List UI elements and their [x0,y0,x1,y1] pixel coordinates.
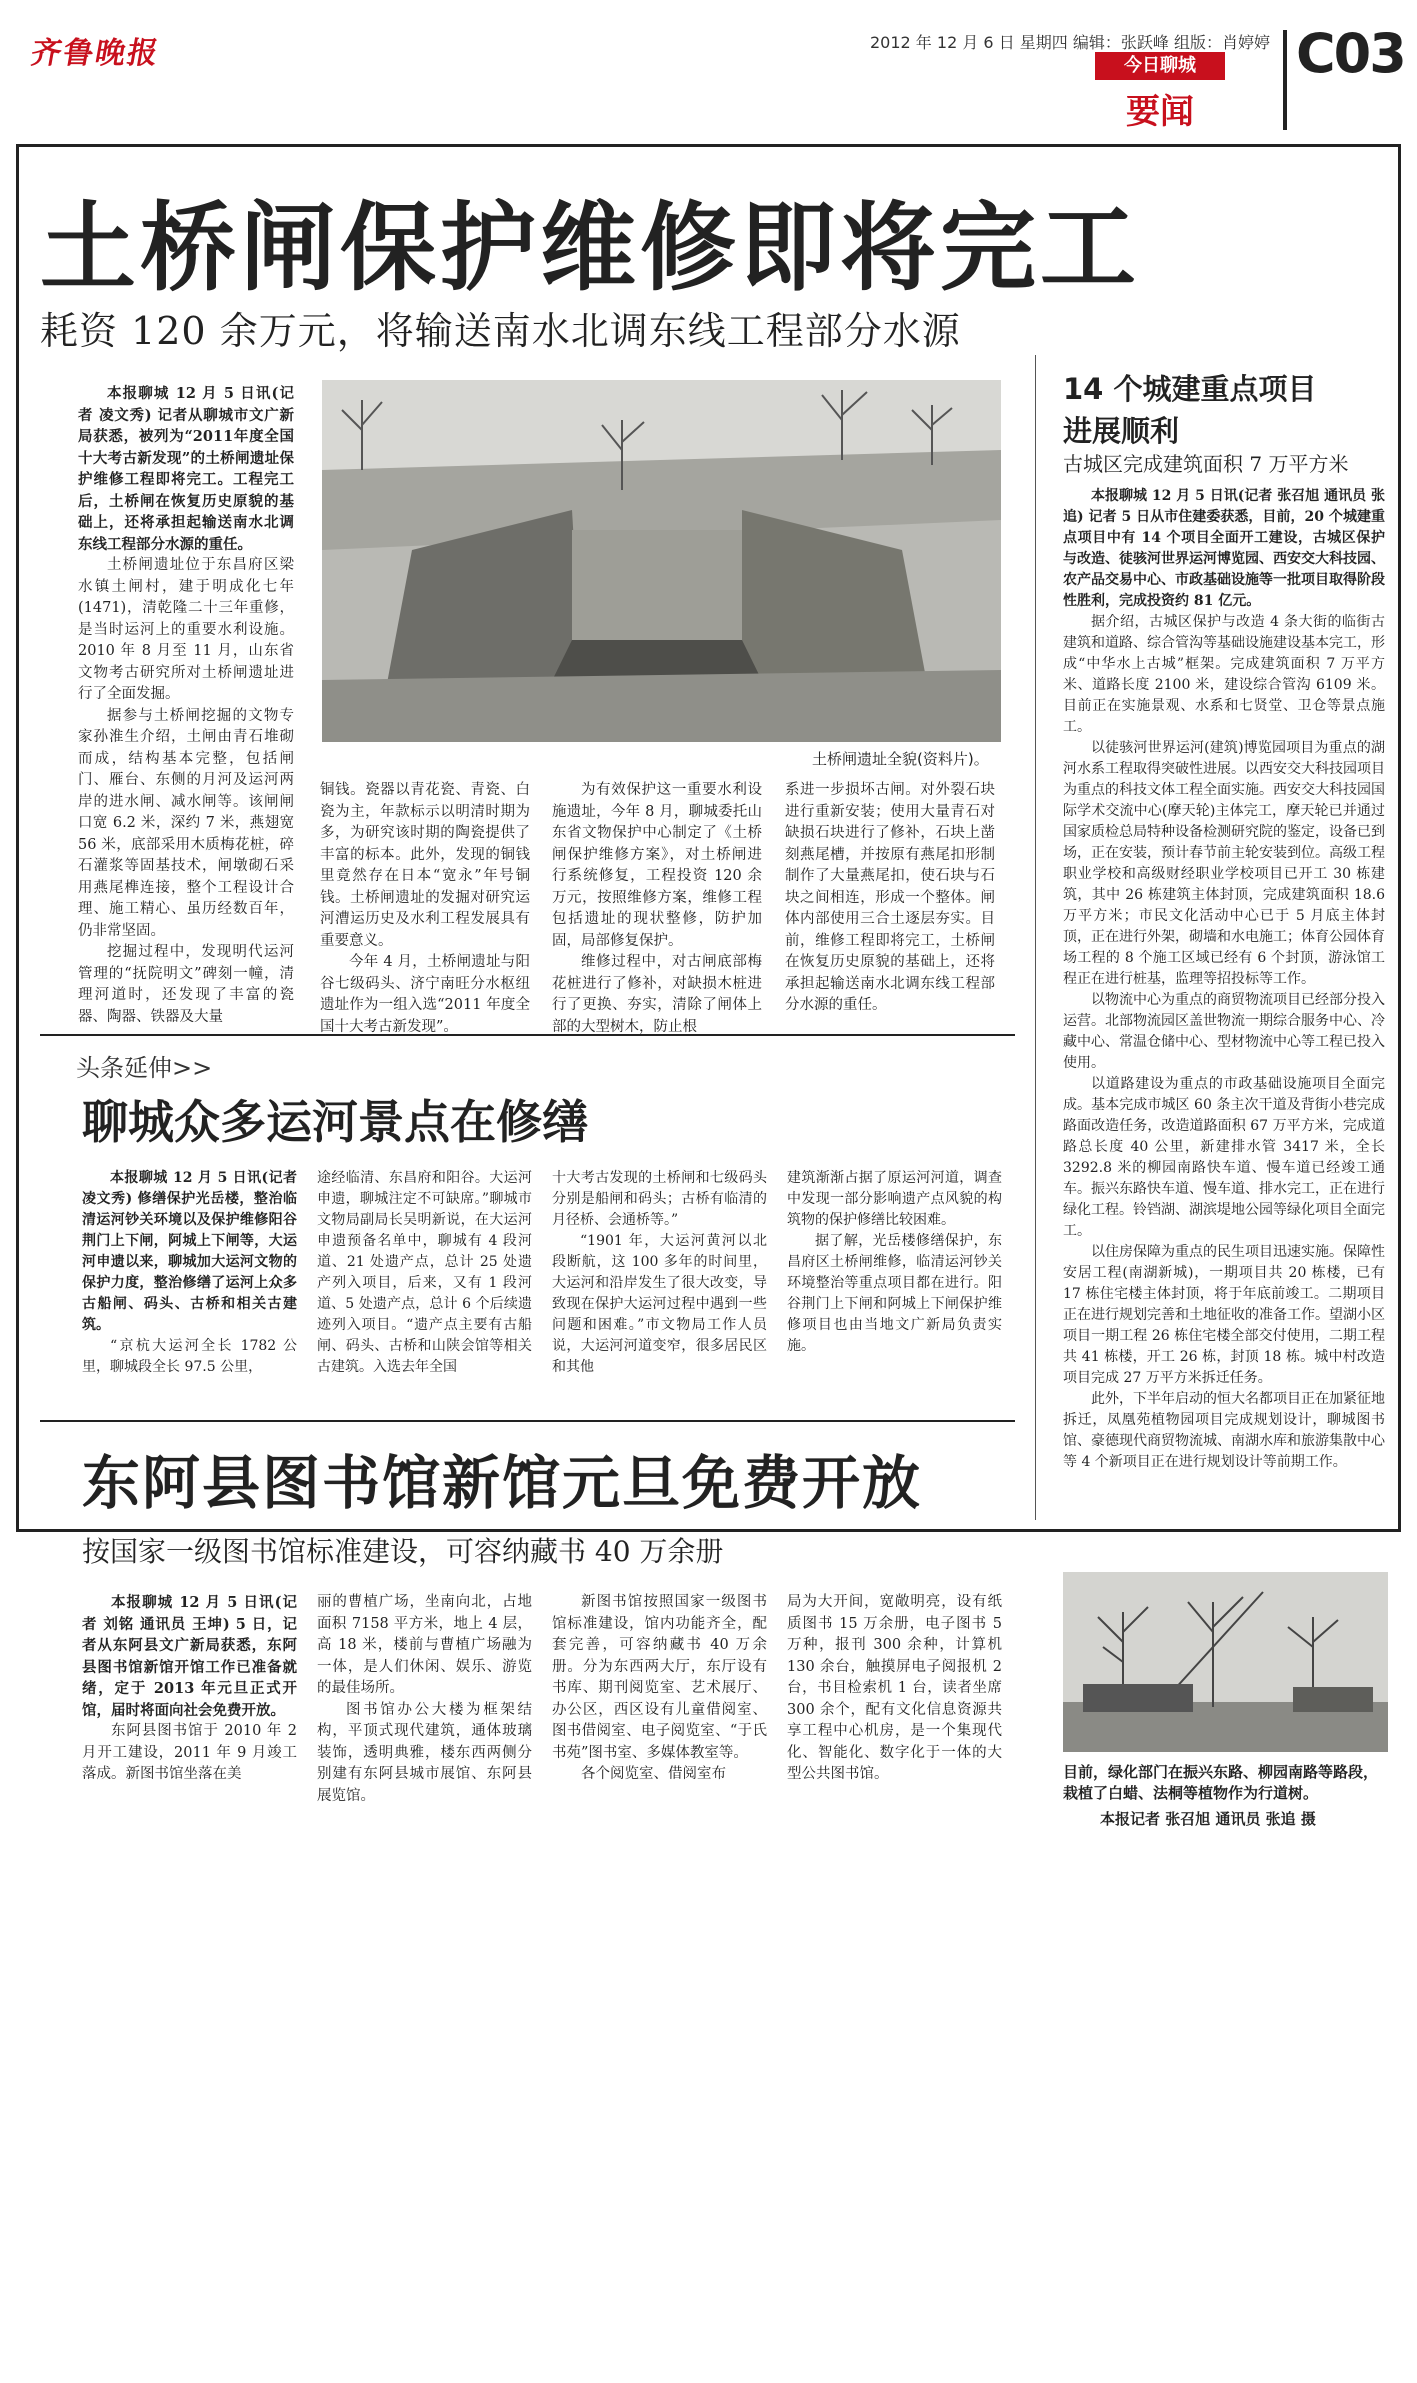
paragraph: 以物流中心为重点的商贸物流项目已经部分投入运营。北部物流园区盖世物流一期综合服务中心、冷藏中心、常温仓储中心、型材物流中心等工程已投入使用。 [1063,992,1385,1071]
canal-headline: 聊城众多运河景点在修缮 [82,1095,588,1149]
sidebar-column [1063,486,1385,1473]
lead-column-4 [785,780,995,1017]
paragraph: 以徒骇河世界运河(建筑)博览园项目为重点的湖河水系工程取得突破性进展。以西安交大科技园项目为重点的科技文体工程全面实施。西安交大科技园国际学术交流中心(摩天轮)主体完工，摩天轮已并通过国家质检总局特种设备检测研究院的鉴定，设备已到场，正在安装，预计春节前主轮安装到位。高级工程职业学校和高级财经职业学校项目已开工 30 栋建筑，其中 26 栋建筑主体封顶，完成建筑面积 18.6 万平方米；市民文化活动中心已于 5 月底主体封顶，正在进行外架，砌墙和水电施工；体育公园体育场工程的 8 个施工区域已经有 6 个封顶，游泳馆工程正在进行桩基，监理等招投标等工作。 [1063,740,1385,987]
paragraph: 局为大开间，宽敞明亮，设有纸质图书 15 万余册，电子图书 5 万种，报刊 300 余种，计算机 130 余台，触摸屏电子阅报机 2 台，书目检索机 1 台，读者坐席 300 余个，配有文化信息资源共享工程中心机房，是一个集现代化、智能化、数字化于一体的大型公共图书馆。 [787,1594,1002,1782]
lead-photo [322,380,1001,742]
lead-headline: 土桥闸保护维修即将完工 [40,192,1140,304]
canal-column-4 [787,1168,1002,1357]
paragraph: 本报聊城 12 月 5 日讯(记者 凌文秀) 修缮保护光岳楼，整治临清运河钞关环境以及保护维修阳谷荆门上下闸，阿城上下闸等，大运河申遗以来，聊城加大运河文物的保护力度，整治修缮了运河上众多古船闸、码头、古桥和相关古建筑。 [82,1170,297,1333]
section-sublabel: 要闻 [1126,92,1194,132]
paragraph: 本报聊城 12 月 5 日讯(记者 刘铭 通讯员 王坤) 5 日，记者从东阿县文广新局获悉，东阿县图书馆新馆开馆工作已准备就绪，定于 2013 年元旦正式开馆，届时将面向社会免费开放。 [82,1594,297,1719]
tree-planting-illustration [1063,1572,1388,1752]
sidebar-headline-line: 14 个城建重点项目 [1063,372,1317,406]
paragraph: 据介绍，古城区保护与改造 4 条大街的临街古建筑和道路、综合管沟等基础设施建设基本完工，形成“中华水上古城”框架。完成建筑面积 7 万平方米、道路长度 2100 米，建设综合管沟 6109 米。目前正在实施景观、水系和七贤堂、卫仓等景点施工。 [1063,614,1385,735]
paragraph: 途经临清、东昌府和阳谷。大运河申遗，聊城注定不可缺席。”聊城市文物局副局长吴明新说，在大运河申遗预备名单中，聊城有 4 段河道、21 处遗产点，总计 25 处遗产列入项目，后来，又有 1 段河道、5 处遗产点，总计 6 个后续遗迹列入项目。“遗产点主要有古船闸、码头、古桥和山陕会馆等相关古建筑。入选去年全国 [317,1170,532,1375]
section-rule [40,1420,1015,1422]
dateline: 2012 年 12 月 6 日 星期四 编辑：张跃峰 组版：肖婷婷 [870,33,1270,52]
section-rule [40,1034,1015,1036]
library-column-2 [317,1592,532,1807]
lead-column-3 [552,780,762,1038]
paragraph: 据参与土桥闸挖掘的文物专家孙淮生介绍，土闸由青石堆砌而成，结构基本完整，包括闸门、雁台、东侧的月河及运河两岸的进水闸、减水闸等。该闸闸口宽 6.2 米，深约 7 米，燕翅宽 56 米，底部采用木质梅花桩，碎石灌浆等固基技术，闸墩砌石采用燕尾榫连接，整个工程设计合理、施工精心、虽历经数百年，仍非常坚固。 [78,707,294,939]
library-headline: 东阿县图书馆新馆元旦免费开放 [82,1449,923,1517]
paragraph: 以住房保障为重点的民生项目迅速实施。保障性安居工程(南湖新城)，一期项目共 20 栋楼，已有 17 栋住宅楼主体封顶，将于年底前竣工。二期项目正在进行规划完善和土地征收的准备工作。望湖小区项目一期工程 26 栋住宅楼全部交付使用，二期工程共 41 栋楼，开工 26 栋，封顶 18 栋。城中村改造项目完成 27 万平方米拆迁任务。 [1063,1244,1385,1386]
paragraph: 以道路建设为重点的市政基础设施项目全面完成。基本完成市城区 60 条主次干道及背街小巷完成路面改造任务，改造道路面积 67 万平方米，完成道路总长度 40 公里，新建排水管 3417 米，全长 3292.8 米的柳园南路快车道、慢车道已经竣工通车。振兴东路快车道、慢车道、排水完工，正在进行绿化工程。铃铛湖、湖滨堤地公园等绿化项目全面完工。 [1063,1076,1385,1239]
paragraph: 新图书馆按照国家一级图书馆标准建设，馆内功能齐全，配套完善，可容纳藏书 40 万余册。分为东西两大厅，东厅设有书库、期刊阅览室、艺术展厅、办公区，西区设有儿童借阅室、图书借阅室、电子阅览室、“于氏书苑”图书室、多媒体教室等。 [552,1594,767,1761]
paragraph: 维修过程中，对古闸底部梅花桩进行了修补，对缺损木桩进行了更换、夯实，清除了闸体上部的大型树木，防止根 [552,954,762,1035]
kicker: 头条延伸>> [76,1054,213,1082]
sidebar-headline-line: 进展顺利 [1063,414,1180,448]
paragraph: “京杭大运河全长 1782 公里，聊城段全长 97.5 公里， [82,1338,297,1375]
paragraph: 建筑渐渐占据了原运河河道，调查中发现一部分影响遗产点风貌的构筑物的保护修缮比较困难。 [787,1170,1002,1228]
sidebar-photo-credit: 本报记者 张召旭 通讯员 张追 摄 [1100,1810,1316,1828]
page-number: C03 [1296,22,1405,85]
lead-photo-caption: 土桥闸遗址全貌(资料片)。 [812,750,989,768]
paragraph: 东阿县图书馆于 2010 年 2 月开工建设，2011 年 9 月竣工落成。新图书馆坐落在美 [82,1723,297,1782]
masthead-logo: 齐鲁晚报 [28,36,163,71]
lock-ruins-illustration [322,380,1001,742]
canal-column-1 [82,1168,297,1378]
paragraph: 各个阅览室、借阅室布 [581,1766,726,1782]
lead-subhead: 耗资 120 余万元，将输送南水北调东线工程部分水源 [40,309,961,353]
paragraph: 土桥闸遗址位于东昌府区梁水镇土闸村，建于明成化七年(1471)，清乾隆二十三年重修，是当时运河上的重要水利设施。2010 年 8 月至 11 月，山东省文物考古研究所对土桥闸遗址进行了全面发掘。 [78,557,294,702]
lead-column-1 [78,383,294,1028]
sidebar-headline [1063,368,1316,452]
canal-column-2 [317,1168,532,1378]
sidebar-photo-caption: 目前，绿化部门在振兴东路、柳园南路等路段，栽植了白蜡、法桐等植物作为行道树。 [1063,1763,1379,1802]
lead-column-2 [320,780,530,1038]
paragraph: 据了解，光岳楼修缮保护，东昌府区土桥闸维修，临清运河钞关环境整治等重点项目都在进行。阳谷荆门上下闸和阿城上下闸保护维修项目也由当地文广新局负责实施。 [787,1233,1002,1354]
paragraph: 本报聊城 12 月 5 日讯(记者 凌文秀) 记者从聊城市文广新局获悉，被列为“2011年度全国十大考古新发现”的土桥闸遗址保护维修工程即将完工。工程完工后，土桥闸在恢复历史原貌的基础上，还将承担起输送南水北调东线工程部分水源的重任。 [78,385,294,553]
sidebar-subhead: 古城区完成建筑面积 7 万平方米 [1063,452,1349,476]
paragraph: 今年 4 月，土桥闸遗址与阳谷七级码头、济宁南旺分水枢纽遗址作为一组入选“2011 年度全国十大考古新发现”。 [320,954,530,1035]
paragraph: “1901 年，大运河黄河以北段断航，这 100 多年的时间里，大运河和沿岸发生了很大改变，导致现在保护大运河过程中遇到一些问题和困难。”市文物局工作人员说，大运河河道变窄，很多居民区和其他 [552,1233,767,1375]
library-column-1 [82,1592,297,1786]
paragraph: 本报聊城 12 月 5 日讯(记者 张召旭 通讯员 张追) 记者 5 日从市住建委获悉，目前，20 个城建重点项目中有 14 个项目全面开工建设，古城区保护与改造、徒骇河世界运河博览园、西安交大科技园、农产品交易中心、市政基础设施等一批项目取得阶段性胜利，完成投资约 81 亿元。 [1063,488,1385,609]
sidebar-photo [1063,1572,1388,1752]
library-column-4 [787,1592,1002,1786]
canal-column-3 [552,1168,767,1378]
paragraph: 此外，下半年启动的恒大名都项目正在加紧征地拆迁，凤凰苑植物园项目完成规划设计，聊城图书馆、豪德现代商贸物流城、南湖水库和旅游集散中心等 4 个新项目正在进行规划设计等前期工作。 [1063,1391,1385,1470]
paragraph: 系进一步损坏古闸。对外裂石块进行重新安装；使用大量青石对缺损石块进行了修补，石块上凿刻燕尾槽，并按原有燕尾扣形制制作了大量燕尾扣，使石块与石块之间相连，形成一个整体。闸体内部使用三合土逐层夯实。目前，维修工程即将完工，土桥闸在恢复历史原貌的基础上，还将承担起输送南水北调东线工程部分水源的重任。 [785,782,995,1013]
paragraph: 为有效保护这一重要水利设施遗址，今年 8 月，聊城委托山东省文物保护中心制定了《土桥闸保护维修方案》，对土桥闸进行系统修复，工程投资 120 余万元，按照维修方案，维修工程包括遗址的现状整修，防护加固，局部修复保护。 [552,782,762,949]
paragraph: 图书馆办公大楼为框架结构，平顶式现代建筑，通体玻璃装饰，透明典雅，楼东西两侧分别建有东阿县城市展馆、东阿县展览馆。 [317,1701,532,1804]
library-subhead: 按国家一级图书馆标准建设，可容纳藏书 40 万余册 [82,1535,724,1568]
library-column-3 [552,1592,767,1786]
paragraph: 挖掘过程中，发现明代运河管理的“抚院明文”碑刻一幢，清理河道时，还发现了丰富的瓷器、陶器、铁器及大量 [78,944,294,1025]
paragraph: 十大考古发现的土桥闸和七级码头分别是船闸和码头；古桥有临清的月径桥、会通桥等。” [552,1170,767,1228]
section-label: 今日聊城 [1095,52,1225,80]
header-divider [1283,30,1287,130]
paragraph: 铜钱。瓷器以青花瓷、青瓷、白瓷为主，年款标示以明清时期为多，为研究该时期的陶瓷提供了丰富的标本。此外，发现的铜钱里竟然存在日本“宽永”年号铜钱。土桥闸遗址的发掘对研究运河漕运历史及水利工程发展具有重要意义。 [320,782,530,949]
column-rule [1035,355,1036,1520]
paragraph: 丽的曹植广场，坐南向北，占地面积 7158 平方米，地上 4 层，高 18 米，楼前与曹植广场融为一体，是人们休闲、娱乐、游览的最佳场所。 [317,1594,532,1696]
